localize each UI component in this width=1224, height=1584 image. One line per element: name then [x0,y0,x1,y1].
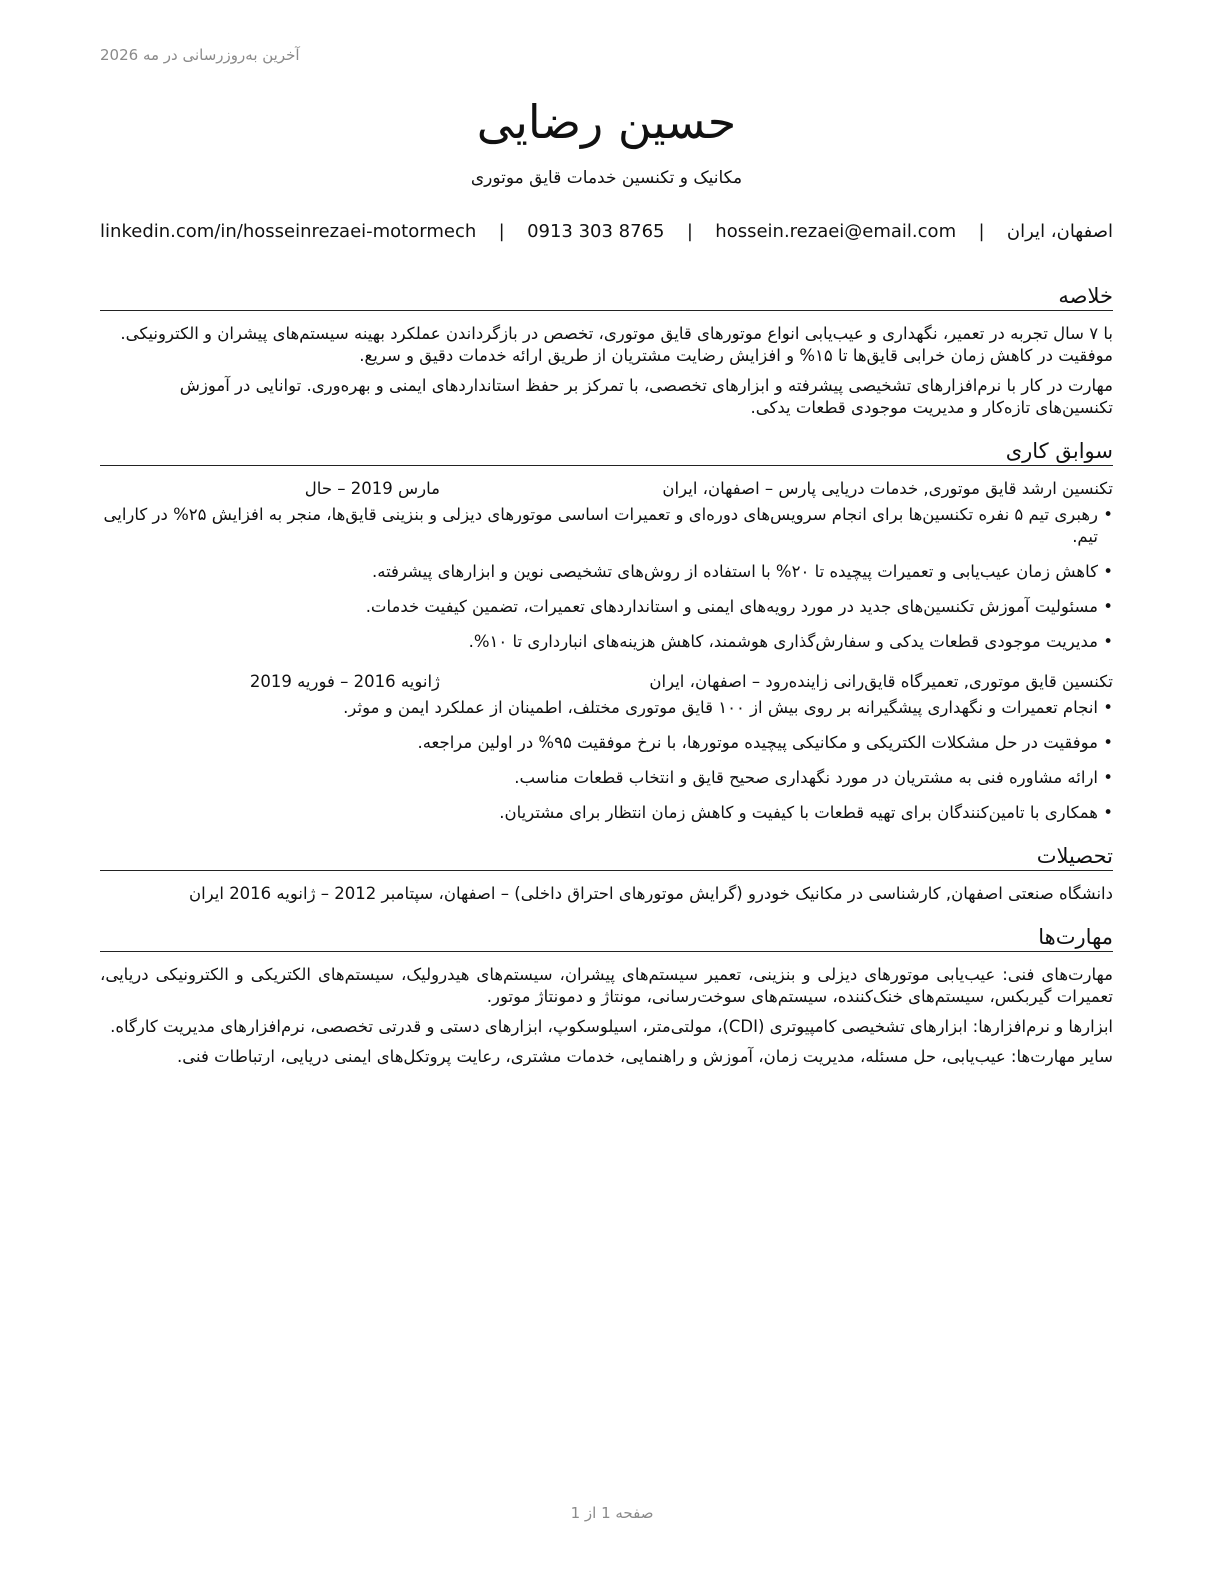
list-item: • همکاری با تامین‌کنندگان برای تهیه قطعات با کیفیت و کاهش زمان انتظار برای مشتریان. [100,802,1113,824]
education-entry: دانشگاه صنعتی اصفهان, کارشناسی در مکانیک خودرو (گرایش موتورهای احتراق داخلی) – اصفهان، سپتامبر 2012 – ژانویه 2016 ایران [188,884,1113,903]
contact-email[interactable]: hossein.rezaei@email.com [715,221,957,242]
job-header [100,478,1113,500]
list-item: • مدیریت موجودی قطعات یدکی و سفارش‌گذاری هوشمند، کاهش هزینه‌های انبارداری تا ۱۰%. [100,631,1113,653]
contact-separator: | [498,221,505,242]
job-role: تکنسین ارشد قایق موتوری, خدمات دریایی پارس – اصفهان، ایران [662,479,1113,498]
experience-heading: سوابق کاری [100,437,1113,466]
job-dates: مارس 2019 – حال [304,479,440,498]
list-item: • ارائه مشاوره فنی به مشتریان در مورد نگهداری صحیح قایق و انتخاب قطعات مناسب. [100,767,1113,789]
list-item: • انجام تعمیرات و نگهداری پیشگیرانه بر روی بیش از ۱۰۰ قایق موتوری مختلف، اطمینان از عملکرد ایمن و موثر. [100,697,1113,719]
contact-separator: | [978,221,985,242]
skills-line: سایر مهارت‌ها: عیب‌یابی، حل مسئله، مدیریت زمان، آموزش و راهنمایی، خدمات مشتری، رعایت پروتکل‌های ایمنی دریایی، ارتباطات فنی. [177,1047,1113,1066]
contact-separator: | [686,221,693,242]
job-bullets [100,504,1113,653]
job-entry [100,671,1113,824]
skills-heading: مهارت‌ها [100,923,1113,952]
job-entry [100,478,1113,653]
skills-line: مهارت‌های فنی: عیب‌یابی موتورهای دیزلی و بنزینی، تعمیر سیستم‌های پیشران، سیستم‌های هیدرولیک، سیستم‌های الکتریکی و الکترونیکی دریایی، تعمیرات گیربکس، سیستم‌های خنک‌کننده، سیستم‌های سوخت‌رسانی، مونتاژ و دمونتاژ موتور. [100,965,1113,1006]
contact-location: اصفهان، ایران [1006,221,1113,242]
job-dates: ژانویه 2016 – فوریه 2019 [249,672,440,691]
skills-line: ابزارها و نرم‌افزارها: ابزارهای تشخیصی کامپیوتری (CDI)، مولتی‌متر، اسیلوسکوپ، ابزارهای دستی و قدرتی تخصصی، نرم‌افزارهای مدیریت کارگاه. [110,1017,1113,1036]
candidate-name: حسین رضایی [476,95,737,149]
job-bullets [100,697,1113,824]
page-number-footer: صفحه 1 از 1 [570,1504,654,1522]
list-item: • رهبری تیم ۵ نفره تکنسین‌ها برای انجام سرویس‌های دوره‌ای و تعمیرات اساسی موتورهای دیزلی و بنزینی قایق‌ها، منجر به افزایش ۲۵% در کارایی تیم. [100,504,1113,548]
contact-phone[interactable]: 0913 303 8765 [527,221,665,242]
list-item: • کاهش زمان عیب‌یابی و تعمیرات پیچیده تا ۲۰% با استفاده از روش‌های تشخیصی نوین و ابزارهای پیشرفته. [100,561,1113,583]
list-item: • موفقیت در حل مشکلات الکتریکی و مکانیکی پیچیده موتورها، با نرخ موفقیت ۹۵% در اولین مراجعه. [100,732,1113,754]
last-updated-note: آخرین به‌روزرسانی در مه 2026 [100,46,300,64]
list-item: • مسئولیت آموزش تکنسین‌های جدید در مورد رویه‌های ایمنی و استانداردهای تعمیرات، تضمین کیفیت خدمات. [100,596,1113,618]
candidate-title: مکانیک و تکنسین خدمات قایق موتوری [470,168,743,188]
summary-heading: خلاصه [100,282,1113,311]
job-role: تکنسین قایق موتوری, تعمیرگاه قایق‌رانی زاینده‌رود – اصفهان، ایران [649,672,1113,691]
summary-paragraph: با ۷ سال تجربه در تعمیر، نگهداری و عیب‌یابی انواع موتورهای قایق موتوری، تخصص در بازگرداندن عملکرد بهینه سیستم‌های پیشران و الکترونیکی. موفقیت در کاهش زمان خرابی قایق‌ها تا ۱۵% و افزایش رضایت مشتریان از طریق ارائه خدمات دقیق و سریع. [120,324,1113,365]
summary-paragraph: مهارت در کار با نرم‌افزارهای تشخیصی پیشرفته و ابزارهای تخصصی، با تمرکز بر حفظ استانداردهای ایمنی و بهره‌وری. توانایی در آموزش تکنسین‌های تازه‌کار و مدیریت موجودی قطعات یدکی. [179,376,1113,417]
education-heading: تحصیلات [100,842,1113,871]
contact-line [100,220,1113,244]
job-header [100,671,1113,693]
resume-content [100,92,1113,1076]
contact-linkedin[interactable]: linkedin.com/in/hosseinrezaei-motormech [100,221,477,242]
